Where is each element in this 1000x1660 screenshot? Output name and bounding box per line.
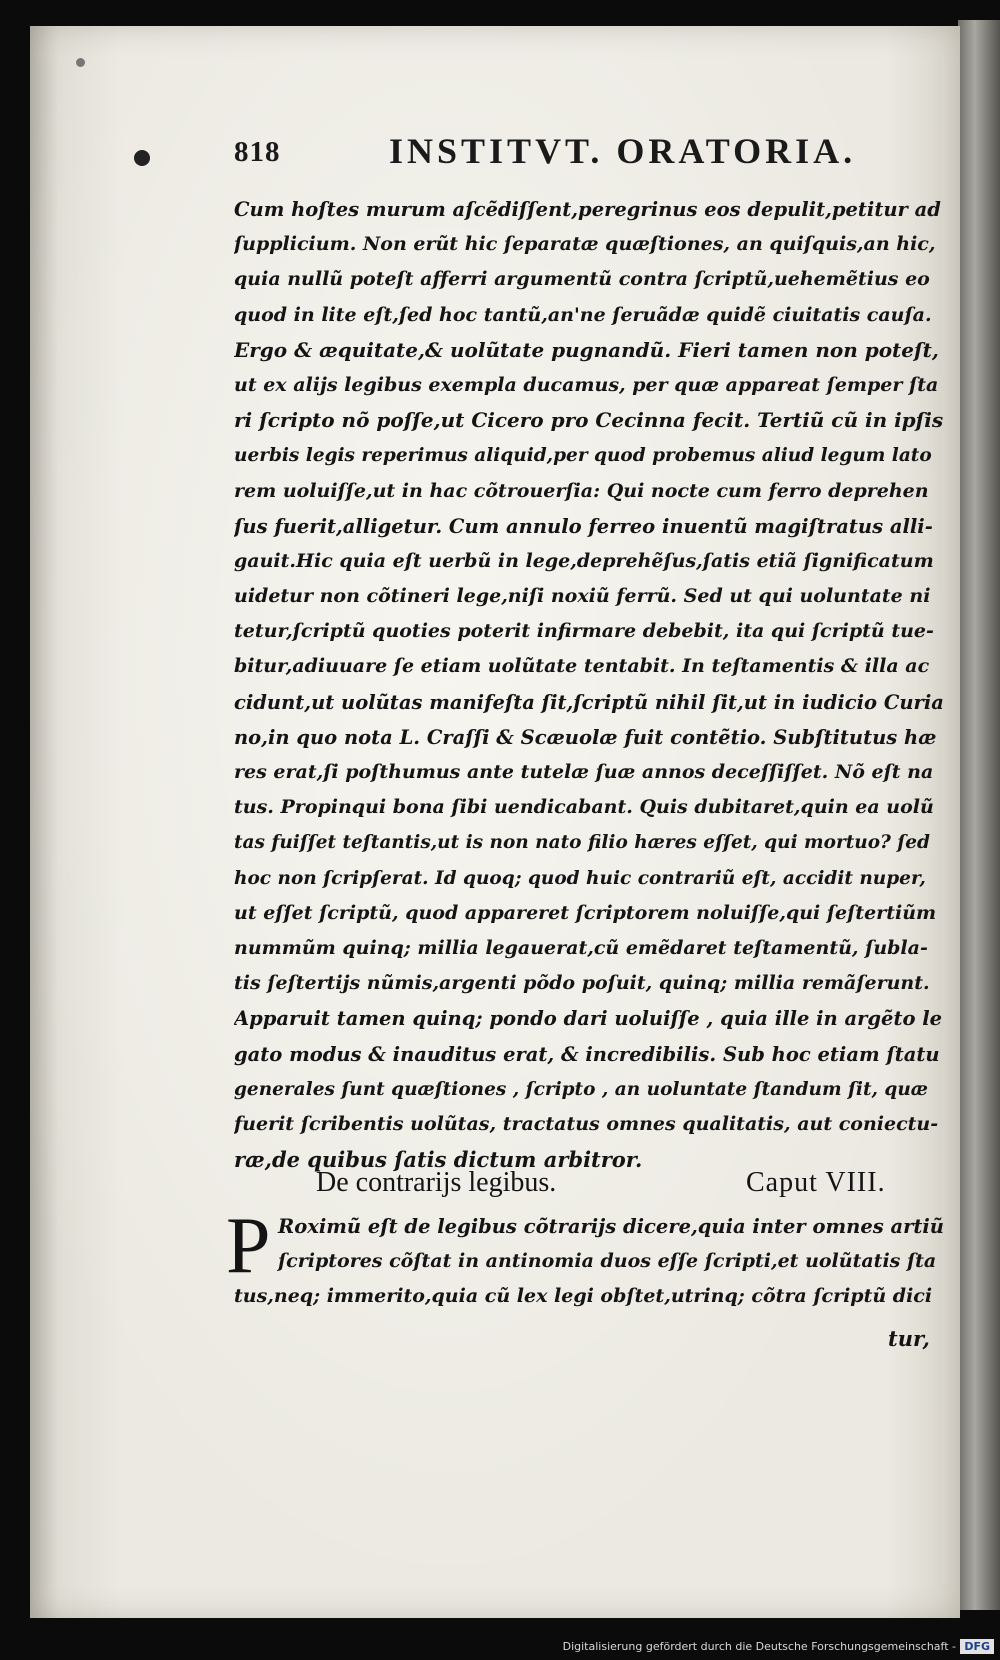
text-line: tis ſeſtertijs nũmis,argenti põdo poſuit, quinq; millia remãſerunt. <box>234 972 930 995</box>
chapter-heading <box>316 1163 944 1207</box>
text-line: ſupplicium. Non erũt hic ſeparatæ quæſtiones, an quiſquis,an hic, <box>234 233 936 256</box>
text-line: uerbis legis reperimus aliquid,per quod probemus aliud legum lato <box>234 445 932 467</box>
chapter-number: Caput VIII. <box>746 1167 886 1198</box>
text-line: Cum hoſtes murum aſcẽdiſſent,peregrinus eos depulit,petitur ad <box>234 198 941 221</box>
text-line: Apparuit tamen quinq; pondo dari uoluiſſe , quia ille in argẽto le <box>234 1007 943 1031</box>
text-line: no,in quo nota L. Craſſi & Scæuolæ fuit contẽtio. Subſtitutus hæ <box>234 725 937 749</box>
text-line: tas fuiſſet teſtantis,ut is non nato filio hæres eſſet, qui mortuo? ſed <box>234 832 930 854</box>
dfg-logo: DFG <box>960 1639 994 1654</box>
book-edge <box>958 20 1000 1610</box>
text-line: gato modus & inauditus erat, & incredibilis. Sub hoc etiam ſtatu <box>234 1042 940 1066</box>
text-line: quia nullũ poteſt afferri argumentũ contra ſcriptũ,uehemẽtius eo <box>234 268 930 291</box>
text-line: ſus fuerit,alligetur. Cum annulo ferreo inuentũ magiſtratus alli- <box>234 514 933 538</box>
catchword: tur, <box>888 1326 930 1351</box>
page-hole <box>134 150 150 166</box>
drop-cap: P <box>226 1202 271 1290</box>
text-line: rem uoluiſſe,ut in hac cõtrouerſia: Qui nocte cum ferro deprehen <box>234 479 929 502</box>
chapter-title: De contrarijs legibus. <box>316 1167 557 1198</box>
text-line: res erat,ſi poſthumus ante tutelæ ſuæ annos deceſſiſſet. Nõ eſt na <box>234 761 934 783</box>
text-line: gauit.Hic quia eſt uerbũ in lege,deprehẽſus,ſatis etiã ſignificatum <box>234 549 934 572</box>
body-text <box>234 192 944 1177</box>
page-number: 818 <box>234 136 281 168</box>
text-line: ri ſcripto nõ poſſe,ut Cicero pro Cecinna fecit. Tertiũ cũ in ipſis <box>234 408 944 433</box>
text-line: fuerit ſcribentis uolũtas, tractatus omnes qualitatis, aut coniectu- <box>234 1112 939 1135</box>
text-line: Ergo & æquitate,& uolũtate pugnandũ. Fieri tamen non poteſt, <box>234 337 939 362</box>
text-line: hoc non ſcripſerat. Id quoq; quod huic contrariũ eſt, accidit nuper, <box>234 867 926 889</box>
text-line: ut ex alijs legibus exempla ducamus, per quæ appareat ſemper ſta <box>234 373 939 396</box>
text-line: ut eſſet ſcriptũ, quod appareret ſcriptorem noluiſſe,qui ſeſtertiũm <box>234 901 937 924</box>
text-line: tetur,ſcriptũ quoties poterit infirmare debebit, ita qui ſcriptũ tue- <box>234 620 934 643</box>
chapter-text-line: Roximũ eſt de legibus cõtrarijs dicere,quia inter omnes artiũ <box>278 1215 944 1238</box>
text-line: bitur,adiuuare ſe etiam uolũtate tentabit. In teſtamentis & illa ac <box>234 655 930 678</box>
text-line: quod in lite eſt,ſed hoc tantũ,an'ne ſeruãdæ quidẽ ciuitatis cauſa. <box>234 303 932 326</box>
chapter-text <box>234 1209 944 1315</box>
page-spot <box>76 58 85 67</box>
chapter-text-line: tus,neq; immerito,quia cũ lex legi obſtet,utrinq; cõtra ſcriptũ dici <box>234 1285 933 1308</box>
running-title: INSTITVT. ORATORIA. <box>389 131 857 171</box>
chapter-text-line: ſcriptores cõſtat in antinomia duos eſſe ſcripti,et uolũtatis ſta <box>278 1250 937 1273</box>
text-line: nummũm quinq; millia legauerat,cũ emẽdaret teſtamentũ, ſubla- <box>234 936 928 959</box>
text-line: tus. Propinqui bona ſibi uendicabant. Quis dubitaret,quin ea uolũ <box>234 796 934 819</box>
text-line: cidunt,ut uolũtas manifeſta ſit,ſcriptũ nihil ſit,ut in iudicio Curia <box>234 690 944 714</box>
text-line: uidetur non cõtineri lege,niſi noxiũ ferrũ. Sed ut qui uoluntate ni <box>234 585 931 608</box>
footer-bar <box>0 1636 1000 1660</box>
text-line: ræ,de quibus ſatis dictum arbitror. <box>234 1147 643 1173</box>
funding-credit: Digitalisierung gefördert durch die Deutsche Forschungsgemeinschaft - <box>562 1640 956 1653</box>
page-header <box>234 130 940 186</box>
text-line: generales ſunt quæſtiones , ſcripto , an uoluntate ſtandum ſit, quæ <box>234 1078 929 1100</box>
